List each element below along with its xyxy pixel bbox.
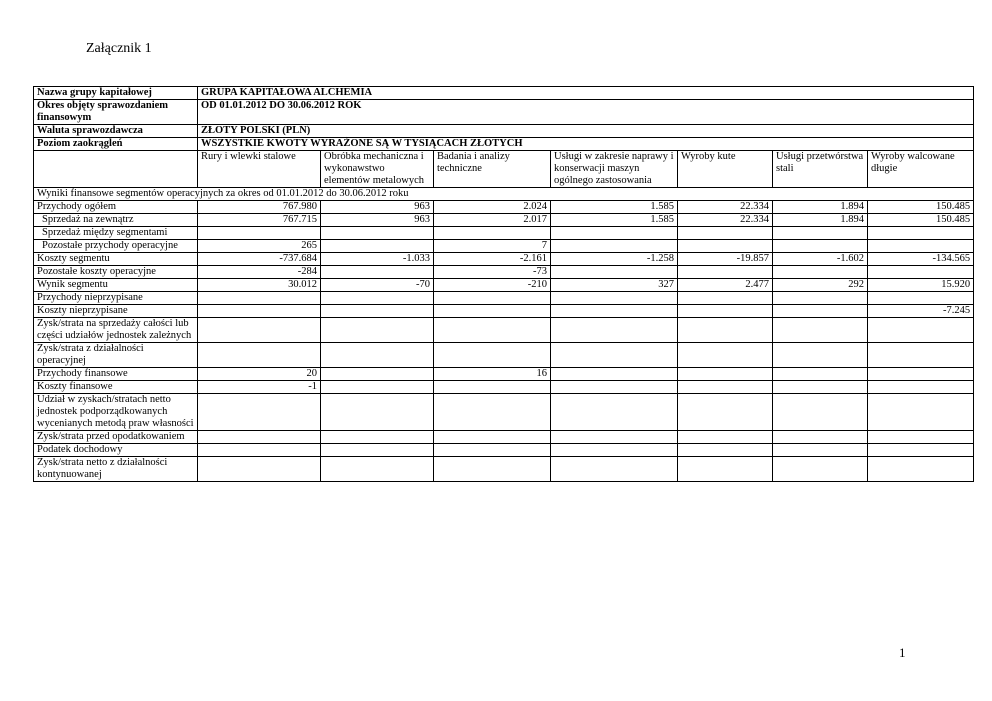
value-cell bbox=[868, 343, 974, 368]
value-cell bbox=[773, 431, 868, 444]
value-cell bbox=[551, 457, 678, 482]
table-row bbox=[34, 266, 974, 279]
meta-value: ZŁOTY POLSKI (PLN) bbox=[198, 125, 974, 138]
value-cell bbox=[678, 227, 773, 240]
value-cell bbox=[868, 227, 974, 240]
meta-row bbox=[34, 87, 974, 100]
value-cell bbox=[551, 292, 678, 305]
value-cell bbox=[321, 227, 434, 240]
value-cell bbox=[551, 368, 678, 381]
value-cell: -19.857 bbox=[678, 253, 773, 266]
meta-value: WSZYSTKIE KWOTY WYRAŻONE SĄ W TYSIĄCACH ZŁOTYCH bbox=[198, 138, 974, 151]
segment-header: Rury i wlewki stalowe bbox=[198, 151, 321, 188]
row-label: Zysk/strata netto z działalności kontynuowanej bbox=[34, 457, 198, 482]
value-cell bbox=[321, 305, 434, 318]
value-cell bbox=[773, 343, 868, 368]
row-label: Przychody finansowe bbox=[34, 368, 198, 381]
row-label: Przychody nieprzypisane bbox=[34, 292, 198, 305]
section-title-row bbox=[34, 188, 974, 201]
attachment-label: Załącznik 1 bbox=[86, 41, 152, 56]
value-cell bbox=[773, 227, 868, 240]
value-cell bbox=[551, 240, 678, 253]
value-cell bbox=[321, 431, 434, 444]
value-cell: -737.684 bbox=[198, 253, 321, 266]
value-cell bbox=[321, 368, 434, 381]
meta-label: Waluta sprawozdawcza bbox=[34, 125, 198, 138]
value-cell bbox=[773, 292, 868, 305]
value-cell bbox=[678, 457, 773, 482]
segment-header: Badania i analizy techniczne bbox=[434, 151, 551, 188]
table-row bbox=[34, 214, 974, 227]
value-cell bbox=[198, 343, 321, 368]
value-cell bbox=[551, 227, 678, 240]
value-cell bbox=[773, 368, 868, 381]
row-label: Zysk/strata przed opodatkowaniem bbox=[34, 431, 198, 444]
segment-results-table bbox=[33, 86, 974, 482]
value-cell: 2.477 bbox=[678, 279, 773, 292]
value-cell bbox=[678, 343, 773, 368]
value-cell bbox=[773, 266, 868, 279]
value-cell bbox=[434, 343, 551, 368]
value-cell: 963 bbox=[321, 214, 434, 227]
value-cell bbox=[868, 240, 974, 253]
value-cell bbox=[551, 318, 678, 343]
value-cell bbox=[551, 381, 678, 394]
value-cell: 150.485 bbox=[868, 214, 974, 227]
value-cell bbox=[868, 431, 974, 444]
value-cell bbox=[678, 444, 773, 457]
table-row bbox=[34, 240, 974, 253]
value-cell bbox=[434, 444, 551, 457]
row-label: Pozostałe przychody operacyjne bbox=[34, 240, 198, 253]
value-cell: -70 bbox=[321, 279, 434, 292]
value-cell bbox=[678, 381, 773, 394]
value-cell: 1.894 bbox=[773, 214, 868, 227]
value-cell bbox=[198, 457, 321, 482]
value-cell bbox=[868, 381, 974, 394]
value-cell: -2.161 bbox=[434, 253, 551, 266]
table-row bbox=[34, 318, 974, 343]
meta-value: OD 01.01.2012 DO 30.06.2012 ROK bbox=[198, 100, 974, 125]
value-cell bbox=[321, 318, 434, 343]
value-cell bbox=[321, 444, 434, 457]
value-cell: 15.920 bbox=[868, 279, 974, 292]
value-cell bbox=[773, 394, 868, 431]
value-cell: -73 bbox=[434, 266, 551, 279]
meta-value: GRUPA KAPITAŁOWA ALCHEMIA bbox=[198, 87, 974, 100]
value-cell: -1.602 bbox=[773, 253, 868, 266]
segment-header: Usługi w zakresie naprawy i konserwacji maszyn ogólnego zastosowania bbox=[551, 151, 678, 188]
value-cell: 767.715 bbox=[198, 214, 321, 227]
value-cell: 2.017 bbox=[434, 214, 551, 227]
table-row bbox=[34, 253, 974, 266]
value-cell bbox=[678, 266, 773, 279]
table-row bbox=[34, 394, 974, 431]
value-cell: 265 bbox=[198, 240, 321, 253]
value-cell bbox=[551, 266, 678, 279]
value-cell: -284 bbox=[198, 266, 321, 279]
value-cell bbox=[434, 318, 551, 343]
value-cell bbox=[198, 318, 321, 343]
value-cell: 327 bbox=[551, 279, 678, 292]
segment-header: Wyroby kute bbox=[678, 151, 773, 188]
value-cell bbox=[551, 305, 678, 318]
value-cell bbox=[773, 305, 868, 318]
row-label: Sprzedaż między segmentami bbox=[34, 227, 198, 240]
value-cell: 2.024 bbox=[434, 201, 551, 214]
table-row bbox=[34, 227, 974, 240]
value-cell bbox=[434, 305, 551, 318]
value-cell: 7 bbox=[434, 240, 551, 253]
page-number: 1 bbox=[899, 645, 906, 660]
value-cell bbox=[434, 431, 551, 444]
value-cell: -1 bbox=[198, 381, 321, 394]
value-cell bbox=[678, 292, 773, 305]
value-cell: -1.033 bbox=[321, 253, 434, 266]
table-row bbox=[34, 381, 974, 394]
value-cell bbox=[678, 240, 773, 253]
value-cell bbox=[551, 343, 678, 368]
value-cell: 30.012 bbox=[198, 279, 321, 292]
value-cell bbox=[678, 394, 773, 431]
value-cell bbox=[198, 227, 321, 240]
value-cell: -210 bbox=[434, 279, 551, 292]
value-cell bbox=[434, 457, 551, 482]
table-row bbox=[34, 343, 974, 368]
value-cell: 150.485 bbox=[868, 201, 974, 214]
value-cell bbox=[678, 318, 773, 343]
value-cell: 22.334 bbox=[678, 214, 773, 227]
row-label: Koszty nieprzypisane bbox=[34, 305, 198, 318]
value-cell bbox=[773, 381, 868, 394]
row-label: Koszty finansowe bbox=[34, 381, 198, 394]
meta-label: Poziom zaokrągleń bbox=[34, 138, 198, 151]
meta-row bbox=[34, 138, 974, 151]
value-cell: 22.334 bbox=[678, 201, 773, 214]
value-cell: 767.980 bbox=[198, 201, 321, 214]
value-cell bbox=[868, 266, 974, 279]
value-cell bbox=[868, 318, 974, 343]
section-title: Wyniki finansowe segmentów operacyjnych za okres od 01.01.2012 do 30.06.2012 roku bbox=[34, 188, 974, 201]
value-cell bbox=[868, 457, 974, 482]
row-label: Zysk/strata na sprzedaży całości lub części udziałów jednostek zależnych bbox=[34, 318, 198, 343]
value-cell: 16 bbox=[434, 368, 551, 381]
value-cell bbox=[321, 457, 434, 482]
meta-row bbox=[34, 125, 974, 138]
row-label: Podatek dochodowy bbox=[34, 444, 198, 457]
value-cell bbox=[868, 292, 974, 305]
value-cell bbox=[773, 444, 868, 457]
value-cell bbox=[773, 318, 868, 343]
value-cell: 963 bbox=[321, 201, 434, 214]
row-label: Udział w zyskach/stratach netto jednostek podporządkowanych wycenianych metodą praw własności bbox=[34, 394, 198, 431]
value-cell bbox=[198, 394, 321, 431]
segment-header: Usługi przetwórstwa stali bbox=[773, 151, 868, 188]
row-label: Przychody ogółem bbox=[34, 201, 198, 214]
table-row bbox=[34, 431, 974, 444]
value-cell: -7.245 bbox=[868, 305, 974, 318]
row-label: Sprzedaż na zewnątrz bbox=[34, 214, 198, 227]
table-row bbox=[34, 292, 974, 305]
value-cell bbox=[551, 394, 678, 431]
value-cell bbox=[678, 305, 773, 318]
table-body bbox=[34, 87, 974, 482]
table-row bbox=[34, 201, 974, 214]
value-cell: 292 bbox=[773, 279, 868, 292]
value-cell bbox=[551, 444, 678, 457]
value-cell bbox=[198, 305, 321, 318]
value-cell: -134.565 bbox=[868, 253, 974, 266]
table-row bbox=[34, 444, 974, 457]
value-cell bbox=[198, 292, 321, 305]
header-blank-cell bbox=[34, 151, 198, 188]
row-label: Koszty segmentu bbox=[34, 253, 198, 266]
value-cell bbox=[321, 292, 434, 305]
value-cell bbox=[198, 431, 321, 444]
value-cell: -1.258 bbox=[551, 253, 678, 266]
row-label: Zysk/strata z działalności operacyjnej bbox=[34, 343, 198, 368]
table-row bbox=[34, 457, 974, 482]
value-cell bbox=[773, 457, 868, 482]
value-cell bbox=[434, 381, 551, 394]
value-cell bbox=[321, 240, 434, 253]
meta-label: Okres objęty sprawozdaniem finansowym bbox=[34, 100, 198, 125]
value-cell bbox=[321, 381, 434, 394]
value-cell bbox=[551, 431, 678, 444]
value-cell: 20 bbox=[198, 368, 321, 381]
value-cell bbox=[868, 368, 974, 381]
value-cell bbox=[321, 394, 434, 431]
value-cell bbox=[773, 240, 868, 253]
value-cell bbox=[321, 266, 434, 279]
table-row bbox=[34, 305, 974, 318]
value-cell bbox=[678, 431, 773, 444]
value-cell bbox=[321, 343, 434, 368]
value-cell bbox=[868, 444, 974, 457]
table-row bbox=[34, 368, 974, 381]
value-cell bbox=[198, 444, 321, 457]
row-label: Wynik segmentu bbox=[34, 279, 198, 292]
segment-header: Obróbka mechaniczna i wykonawstwo elementów metalowych bbox=[321, 151, 434, 188]
segment-header: Wyroby walcowane długie bbox=[868, 151, 974, 188]
value-cell: 1.894 bbox=[773, 201, 868, 214]
value-cell: 1.585 bbox=[551, 201, 678, 214]
value-cell bbox=[434, 394, 551, 431]
value-cell bbox=[678, 368, 773, 381]
value-cell bbox=[868, 394, 974, 431]
value-cell bbox=[434, 227, 551, 240]
segment-header-row bbox=[34, 151, 974, 188]
value-cell: 1.585 bbox=[551, 214, 678, 227]
meta-label: Nazwa grupy kapitałowej bbox=[34, 87, 198, 100]
value-cell bbox=[434, 292, 551, 305]
table-row bbox=[34, 279, 974, 292]
meta-row bbox=[34, 100, 974, 125]
row-label: Pozostałe koszty operacyjne bbox=[34, 266, 198, 279]
